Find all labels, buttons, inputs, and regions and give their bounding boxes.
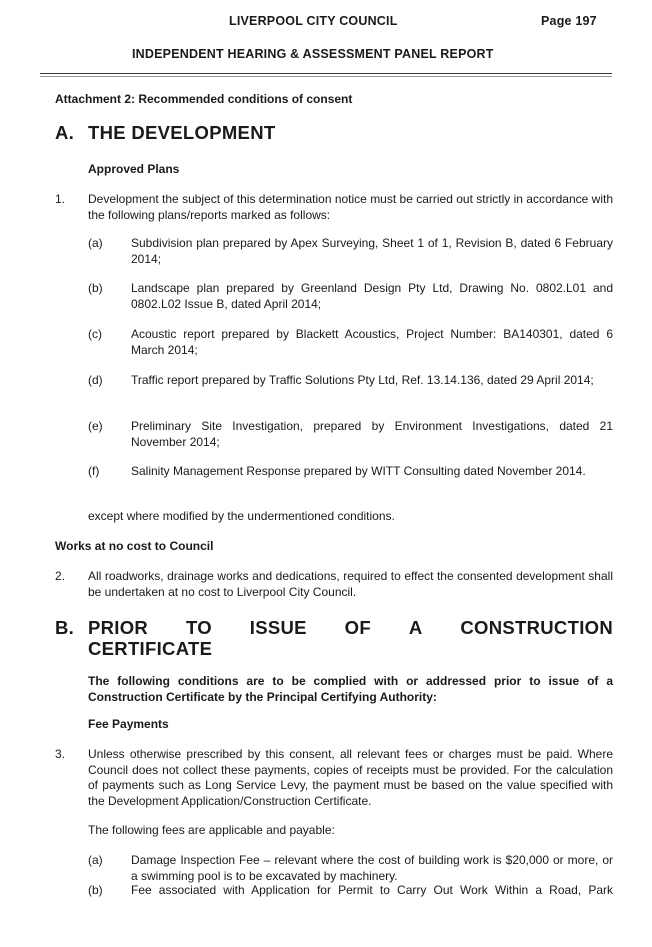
page-number: Page 197 [541, 14, 597, 28]
cond1-item-e-label: (e) [88, 419, 103, 433]
cond3-item-a-text: Damage Inspection Fee – relevant where the cost of building work is $20,000 or more, or a swimming pool is to be excavated by machinery. [131, 853, 613, 883]
condition-3-text: Unless otherwise prescribed by this consent, all relevant fees or charges must be paid. Where Council does not collect these payments, copies of receipts must be provided. For the calculation of payments such as Long Service Levy, the payment must be based on the value specified with the Development Application/Construction Certificate. [88, 747, 613, 808]
attachment-title: Attachment 2: Recommended conditions of consent [55, 92, 353, 106]
cond1-except-text: except where modified by the undermentioned conditions. [88, 509, 395, 523]
section-a-title: THE DEVELOPMENT [88, 122, 276, 143]
cond1-item-c-text: Acoustic report prepared by Blackett Acoustics, Project Number: BA140301, dated 6 March 2014; [131, 327, 613, 357]
cond3-item-b-text: Fee associated with Application for Permit to Carry Out Work Within a Road, Park [131, 883, 613, 897]
section-b-title-word: CONSTRUCTION [460, 617, 613, 638]
condition-2-text: All roadworks, drainage works and dedications, required to effect the consented development shall be undertaken at no cost to Liverpool City Council. [88, 569, 613, 599]
cond1-item-b-label: (b) [88, 281, 103, 295]
cond1-item-b-text: Landscape plan prepared by Greenland Design Pty Ltd, Drawing No. 0802.L01 and 0802.L02 Issue B, dated April 2014; [131, 281, 613, 311]
header-rule [40, 73, 612, 74]
section-b-title-line1 [88, 617, 613, 639]
section-b-title-word: TO [185, 617, 212, 638]
approved-plans-heading: Approved Plans [88, 162, 180, 176]
fees-intro-text: The following fees are applicable and payable: [88, 823, 335, 837]
cond3-item-b-label: (b) [88, 883, 103, 897]
condition-2-number: 2. [55, 569, 66, 583]
section-b-intro: The following conditions are to be complied with or addressed prior to issue of a Construction Certificate by the Principal Certifying Authority: [88, 674, 613, 704]
section-b-title-line2: CERTIFICATE [88, 638, 213, 659]
cond1-item-a-text: Subdivision plan prepared by Apex Surveying, Sheet 1 of 1, Revision B, dated 6 February 2014; [131, 236, 613, 266]
cond1-item-e-text: Preliminary Site Investigation, prepared by Environment Investigations, dated 21 November 2014; [131, 419, 613, 449]
section-b-title-word: ISSUE [249, 617, 307, 638]
report-title: INDEPENDENT HEARING & ASSESSMENT PANEL REPORT [132, 47, 494, 61]
section-a-letter: A. [55, 122, 75, 143]
cond1-item-c-label: (c) [88, 327, 102, 341]
header-rule-secondary [40, 76, 612, 77]
fee-payments-heading: Fee Payments [88, 717, 169, 731]
cond1-item-f-text: Salinity Management Response prepared by WITT Consulting dated November 2014. [131, 464, 586, 478]
council-name: LIVERPOOL CITY COUNCIL [229, 14, 398, 28]
works-no-cost-heading: Works at no cost to Council [55, 539, 214, 553]
condition-1-text: Development the subject of this determination notice must be carried out strictly in accordance with the following plans/reports marked as follows: [88, 192, 613, 222]
cond1-item-d-text: Traffic report prepared by Traffic Solutions Pty Ltd, Ref. 13.14.136, dated 29 April 2014; [131, 373, 594, 387]
condition-3-number: 3. [55, 747, 66, 761]
section-b-title-word: OF [344, 617, 371, 638]
cond1-item-d-label: (d) [88, 373, 103, 387]
section-b-letter: B. [55, 617, 75, 638]
section-b-title-word: PRIOR [88, 617, 149, 638]
cond3-item-a-label: (a) [88, 853, 103, 867]
condition-1-number: 1. [55, 192, 66, 206]
cond1-item-a-label: (a) [88, 236, 103, 250]
section-b-title-word: A [408, 617, 423, 638]
cond1-item-f-label: (f) [88, 464, 100, 478]
